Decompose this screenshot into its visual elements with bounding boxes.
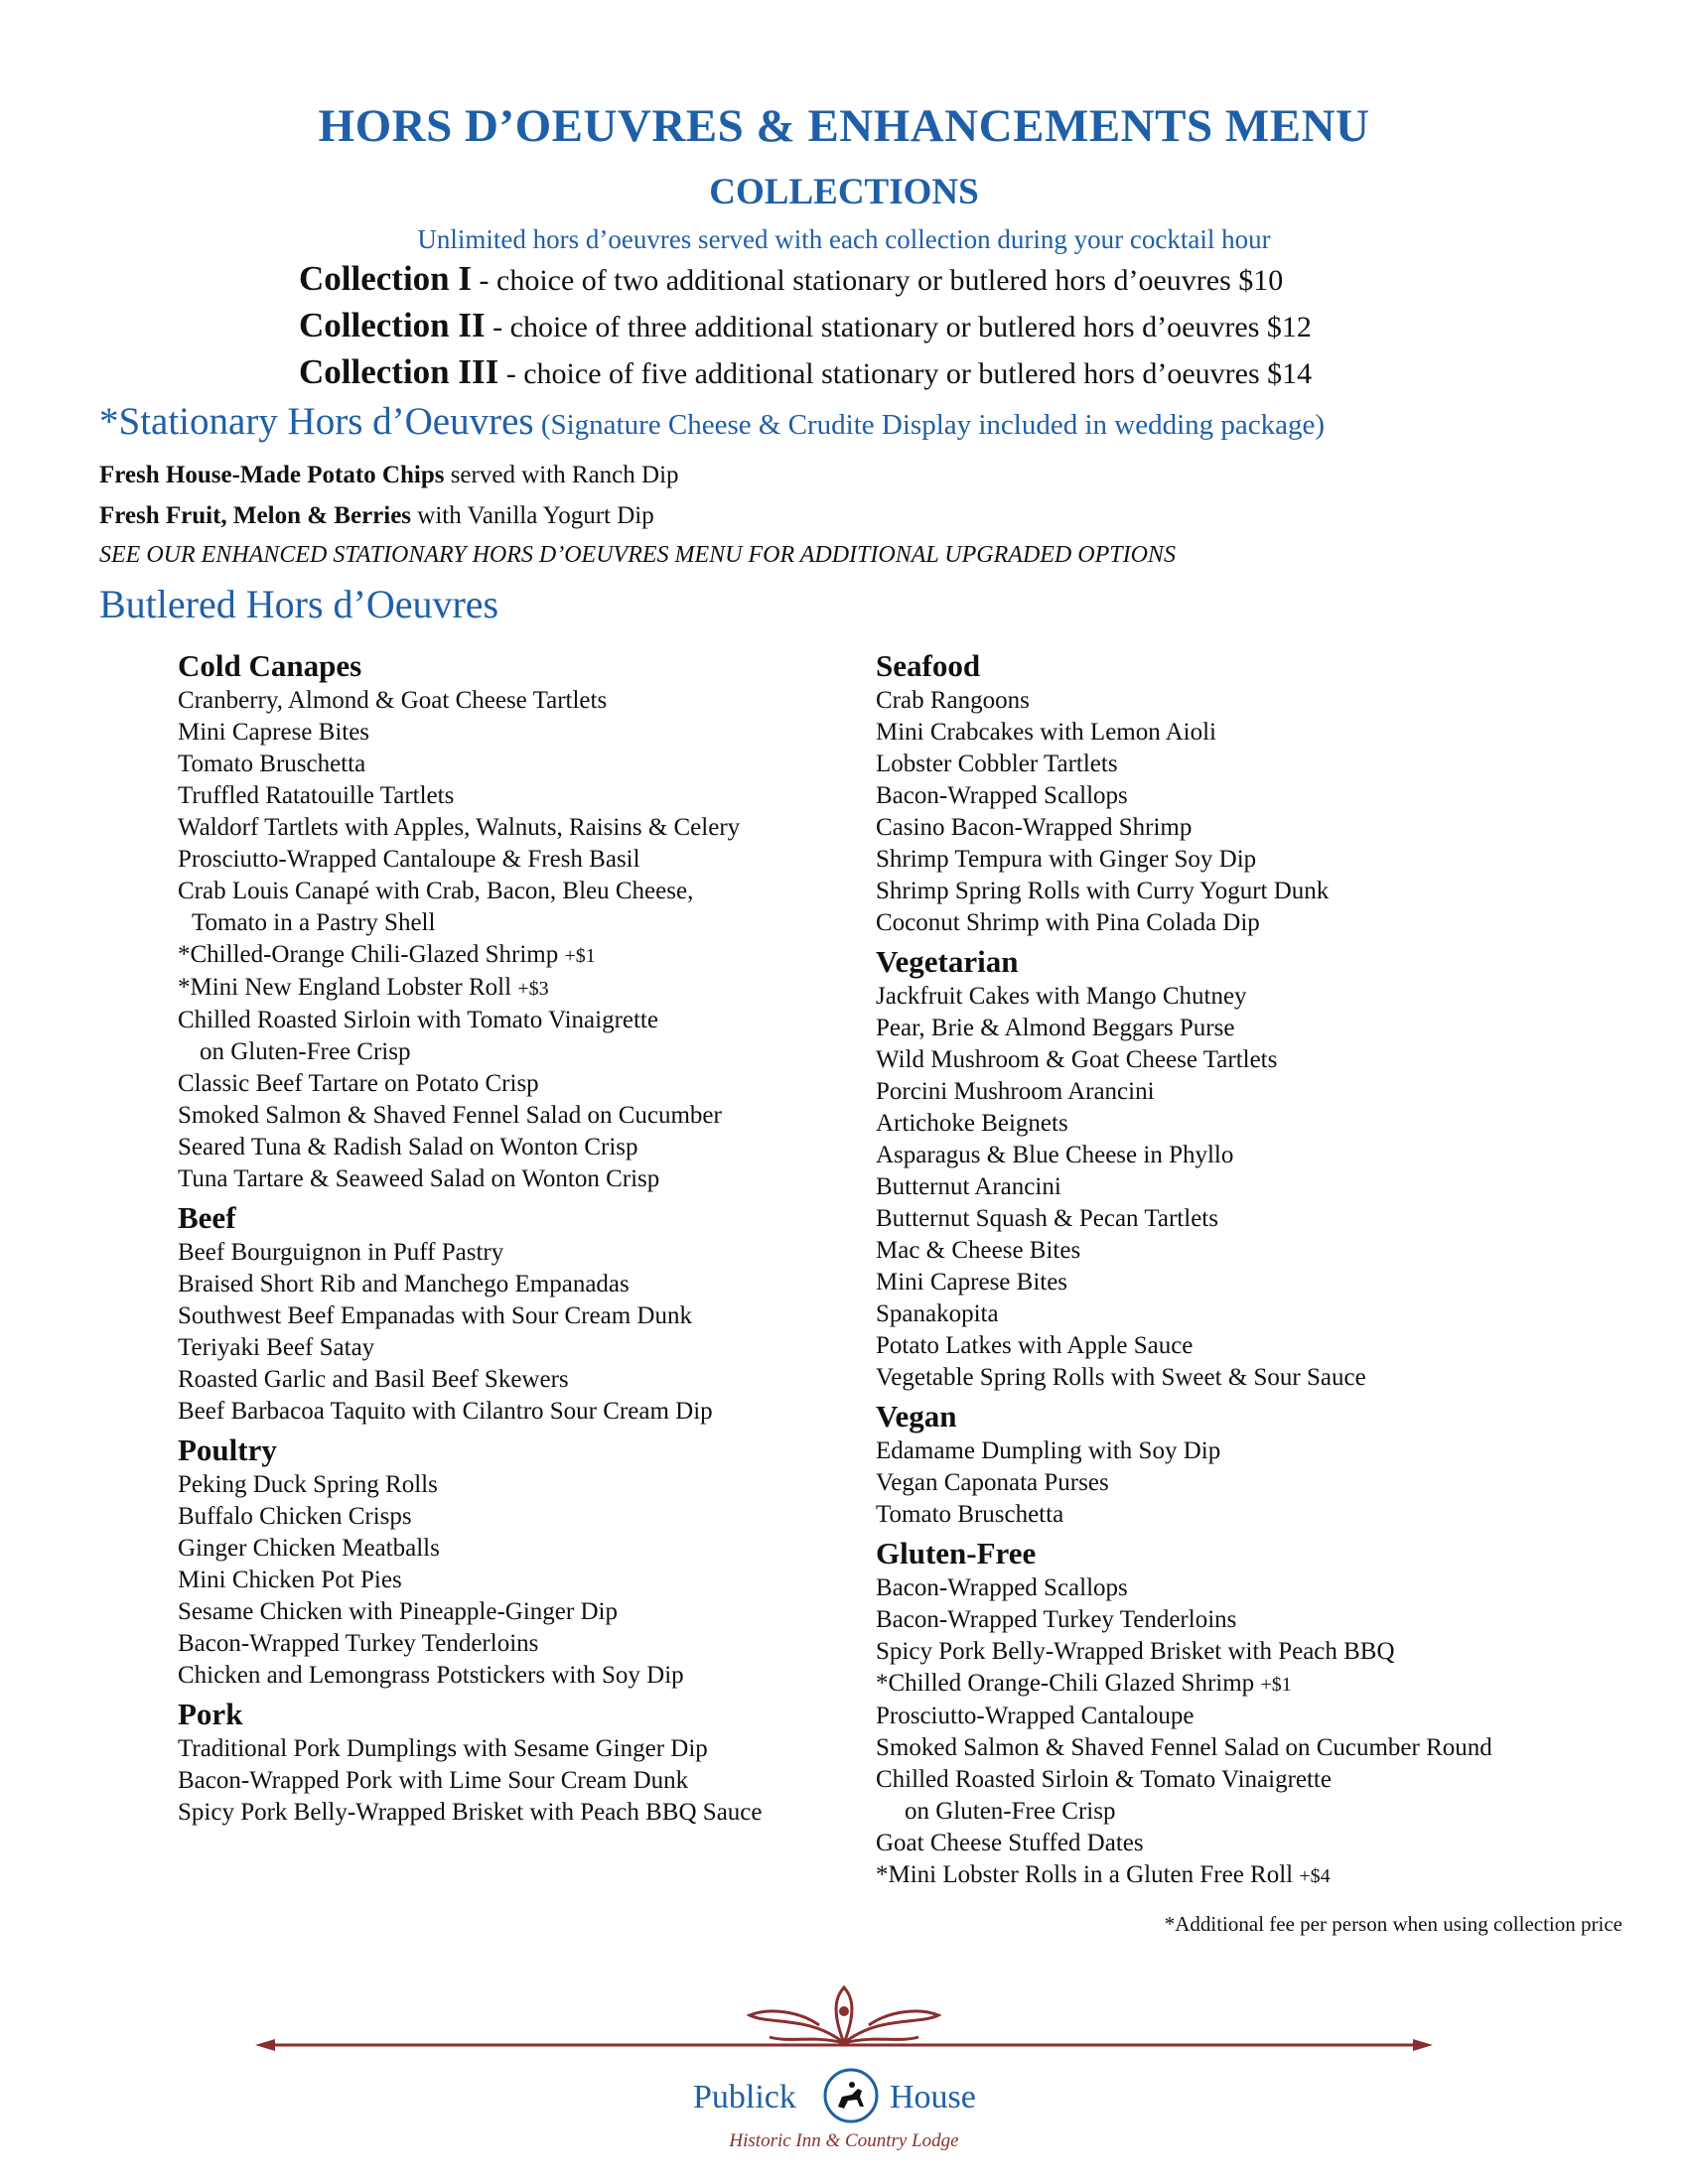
menu-item	[178, 1132, 853, 1163]
menu-item	[178, 1596, 853, 1628]
menu-item	[178, 1364, 853, 1396]
menu-item	[876, 1764, 1630, 1796]
menu-item-text: *Mini Lobster Rolls in a Gluten Free Roll	[876, 1861, 1300, 1888]
menu-item-text: Butternut Squash & Pecan Tartlets	[876, 1205, 1218, 1232]
menu-item	[876, 1604, 1630, 1636]
menu-item	[178, 1332, 853, 1364]
collections-heading: COLLECTIONS	[709, 172, 979, 212]
category-heading: Vegetarian	[876, 944, 1019, 979]
menu-item	[178, 1501, 853, 1533]
menu-item	[876, 812, 1630, 844]
menu-item-text: Truffled Ratatouille Tartlets	[178, 782, 455, 809]
menu-item	[876, 1732, 1630, 1764]
menu-item-text: Chilled Roasted Sirloin with Tomato Vinaigrette	[178, 1007, 658, 1033]
collection-name: Collection II	[299, 306, 486, 344]
menu-item-text: Mini Caprese Bites	[876, 1269, 1068, 1296]
menu-item	[876, 1499, 1630, 1531]
menu-item	[178, 1660, 853, 1692]
collection-description: - choice of two additional stationary or butlered hors d’oeuvres $10	[472, 264, 1284, 297]
menu-item-text: Ginger Chicken Meatballs	[178, 1535, 440, 1562]
menu-item	[876, 876, 1630, 907]
divider-ornament	[253, 1985, 1435, 2075]
menu-item-text: Tomato in a Pastry Shell	[192, 909, 436, 936]
menu-item-text: Seared Tuna & Radish Salad on Wonton Crisp	[178, 1134, 638, 1160]
menu-item	[876, 1203, 1630, 1235]
menu-item	[876, 1668, 1630, 1701]
menu-item-text: Pear, Brie & Almond Beggars Purse	[876, 1015, 1235, 1041]
menu-item	[876, 1076, 1630, 1108]
stationary-item	[99, 455, 1589, 495]
menu-item-text: Smoked Salmon & Shaved Fennel Salad on Cucumber	[178, 1102, 722, 1129]
logo-word-left: Publick	[693, 2079, 796, 2116]
menu-item-text: on Gluten-Free Crisp	[905, 1798, 1116, 1825]
menu-item	[178, 1628, 853, 1660]
category-heading: Pork	[178, 1697, 243, 1731]
menu-item-text: Cranberry, Almond & Goat Cheese Tartlets	[178, 687, 608, 714]
enhanced-menu-note: SEE OUR ENHANCED STATIONARY HORS D’OEUVRES MENU FOR ADDITIONAL UPGRADED OPTIONS	[99, 542, 1176, 568]
menu-item	[178, 1237, 853, 1269]
menu-item-text: *Mini New England Lobster Roll	[178, 974, 518, 1001]
collection-name: Collection III	[299, 352, 499, 391]
menu-item	[876, 780, 1630, 812]
stationary-heading	[99, 399, 1648, 444]
menu-item	[876, 1572, 1630, 1604]
menu-item-text: *Chilled Orange-Chili Glazed Shrimp	[876, 1670, 1261, 1697]
menu-item-text: Southwest Beef Empanadas with Sour Cream Dunk	[178, 1302, 692, 1329]
menu-item	[178, 1300, 853, 1332]
menu-item-text: on Gluten-Free Crisp	[200, 1038, 411, 1065]
menu-item-text: Tomato Bruschetta	[178, 751, 366, 777]
menu-item	[876, 717, 1630, 749]
menu-item-text: Teriyaki Beef Satay	[178, 1334, 375, 1361]
menu-item-text: Spanakopita	[876, 1300, 999, 1327]
menu-item-text: Traditional Pork Dumplings with Sesame Ginger Dip	[178, 1735, 708, 1762]
fee-footnote: *Additional fee per person when using collection price	[1164, 1912, 1622, 1936]
butlered-column-left	[178, 647, 853, 1829]
menu-item-text: Porcini Mushroom Arancini	[876, 1078, 1155, 1105]
menu-item	[178, 939, 853, 972]
collection-row	[299, 256, 1490, 303]
menu-item-text: Mini Crabcakes with Lemon Aioli	[876, 719, 1217, 746]
menu-item	[876, 844, 1630, 876]
menu-item	[178, 1163, 853, 1195]
menu-item-text: Butternut Arancini	[876, 1173, 1061, 1200]
collections-list	[299, 256, 1490, 396]
menu-item	[178, 844, 853, 876]
menu-item	[178, 1005, 853, 1036]
menu-item	[876, 1859, 1630, 1892]
collection-row	[299, 303, 1490, 349]
menu-item	[876, 1044, 1630, 1076]
stationary-title: *Stationary Hors d’Oeuvres	[99, 400, 534, 443]
collection-description: - choice of five additional stationary or butlered hors d’oeuvres $14	[498, 357, 1313, 390]
menu-item	[178, 1797, 853, 1829]
menu-item	[178, 1565, 853, 1596]
menu-item-text: Casino Bacon-Wrapped Shrimp	[876, 814, 1193, 841]
menu-item-text: Buffalo Chicken Crisps	[178, 1503, 412, 1530]
menu-item-text: Wild Mushroom & Goat Cheese Tartlets	[876, 1046, 1278, 1073]
menu-item-text: Chilled Roasted Sirloin & Tomato Vinaigrette	[876, 1766, 1332, 1793]
collection-row	[299, 349, 1490, 396]
menu-item	[876, 1330, 1630, 1362]
menu-item-text: Edamame Dumpling with Soy Dip	[876, 1437, 1221, 1464]
menu-item	[178, 749, 853, 780]
menu-item-text: Coconut Shrimp with Pina Colada Dip	[876, 909, 1260, 936]
butlered-column-right	[876, 647, 1630, 1892]
menu-title: HORS D’OEUVRES & ENHANCEMENTS MENU	[318, 100, 1370, 152]
menu-item-text: Shrimp Tempura with Ginger Soy Dip	[876, 846, 1257, 873]
menu-item	[876, 1701, 1630, 1732]
menu-item-text: Bacon-Wrapped Pork with Lime Sour Cream Dunk	[178, 1767, 689, 1794]
surcharge: +$1	[564, 945, 596, 967]
menu-item-text: Prosciutto-Wrapped Cantaloupe & Fresh Basil	[178, 846, 640, 873]
category-heading: Vegan	[876, 1399, 957, 1433]
menu-item-text: Beef Bourguignon in Puff Pastry	[178, 1239, 504, 1266]
surcharge: +$3	[517, 978, 549, 1000]
menu-item	[876, 1267, 1630, 1298]
menu-item	[876, 1796, 1630, 1828]
category-heading: Seafood	[876, 648, 981, 683]
menu-item-text: Spicy Pork Belly-Wrapped Brisket with Peach BBQ	[876, 1638, 1395, 1665]
menu-item	[876, 1140, 1630, 1171]
menu-item-text: Potato Latkes with Apple Sauce	[876, 1332, 1194, 1359]
surcharge: +$4	[1299, 1865, 1331, 1887]
category-heading: Gluten-Free	[876, 1536, 1037, 1570]
menu-item-text: Artichoke Beignets	[876, 1110, 1068, 1137]
horse-rider-icon	[822, 2067, 880, 2124]
menu-item-text: Braised Short Rib and Manchego Empanadas	[178, 1271, 630, 1297]
menu-item	[178, 685, 853, 717]
menu-item	[178, 717, 853, 749]
menu-item	[178, 780, 853, 812]
menu-item-text: Classic Beef Tartare on Potato Crisp	[178, 1070, 539, 1097]
stationary-item-name: Fresh House-Made Potato Chips	[99, 462, 445, 488]
menu-item-text: *Chilled-Orange Chili-Glazed Shrimp	[178, 941, 565, 968]
menu-item	[178, 876, 853, 907]
menu-item	[876, 1362, 1630, 1394]
category-heading: Poultry	[178, 1433, 277, 1467]
menu-item	[178, 907, 853, 939]
surcharge: +$1	[1260, 1674, 1292, 1696]
menu-item-text: Bacon-Wrapped Scallops	[876, 1574, 1128, 1601]
menu-item	[178, 1733, 853, 1765]
menu-item-text: Bacon-Wrapped Turkey Tenderloins	[178, 1630, 539, 1657]
logo-word-right: House	[890, 2079, 976, 2116]
menu-item-text: Tomato Bruschetta	[876, 1501, 1064, 1528]
menu-item	[876, 1636, 1630, 1668]
menu-item-text: Jackfruit Cakes with Mango Chutney	[876, 983, 1247, 1010]
stationary-item-desc: served with Ranch Dip	[444, 462, 679, 488]
menu-item-text: Asparagus & Blue Cheese in Phyllo	[876, 1142, 1234, 1168]
menu-item	[178, 972, 853, 1005]
menu-item	[876, 1108, 1630, 1140]
menu-item-text: Smoked Salmon & Shaved Fennel Salad on Cucumber Round	[876, 1734, 1492, 1761]
menu-item-text: Goat Cheese Stuffed Dates	[876, 1830, 1144, 1856]
menu-item	[876, 1235, 1630, 1267]
stationary-item-desc: with Vanilla Yogurt Dip	[411, 502, 654, 529]
publick-house-logo	[596, 2067, 1092, 2166]
collection-name: Collection I	[299, 259, 473, 298]
logo-tagline: Historic Inn & Country Lodge	[729, 2130, 959, 2151]
menu-item-text: Vegan Caponata Purses	[876, 1469, 1109, 1496]
menu-item-text: Beef Barbacoa Taquito with Cilantro Sour Cream Dip	[178, 1398, 713, 1425]
menu-item	[178, 1269, 853, 1300]
menu-item-text: Chicken and Lemongrass Potstickers with Soy Dip	[178, 1662, 684, 1689]
menu-item-text: Bacon-Wrapped Scallops	[876, 782, 1128, 809]
menu-item	[178, 812, 853, 844]
category-heading: Cold Canapes	[178, 648, 362, 683]
menu-item	[876, 1298, 1630, 1330]
menu-item	[178, 1100, 853, 1132]
menu-item-text: Peking Duck Spring Rolls	[178, 1471, 438, 1498]
collection-description: - choice of three additional stationary or butlered hors d’oeuvres $12	[485, 311, 1312, 343]
category-heading: Beef	[178, 1200, 236, 1235]
menu-item-text: Shrimp Spring Rolls with Curry Yogurt Dunk	[876, 878, 1330, 904]
menu-item-text: Crab Louis Canapé with Crab, Bacon, Bleu Cheese,	[178, 878, 694, 904]
menu-item	[876, 749, 1630, 780]
menu-item-text: Roasted Garlic and Basil Beef Skewers	[178, 1366, 569, 1393]
menu-item	[876, 1171, 1630, 1203]
menu-item	[178, 1036, 853, 1068]
menu-item-text: Prosciutto-Wrapped Cantaloupe	[876, 1703, 1195, 1729]
menu-item-text: Lobster Cobbler Tartlets	[876, 751, 1118, 777]
menu-item	[178, 1765, 853, 1797]
stationary-item	[99, 495, 1589, 536]
menu-item	[876, 1467, 1630, 1499]
stationary-item-name: Fresh Fruit, Melon & Berries	[99, 502, 412, 529]
menu-item	[876, 981, 1630, 1013]
menu-item	[178, 1068, 853, 1100]
menu-item-text: Mini Caprese Bites	[178, 719, 370, 746]
menu-item-text: Crab Rangoons	[876, 687, 1030, 714]
menu-item-text: Mac & Cheese Bites	[876, 1237, 1081, 1264]
menu-item	[876, 1828, 1630, 1859]
menu-item-text: Mini Chicken Pot Pies	[178, 1567, 402, 1593]
menu-item	[178, 1469, 853, 1501]
menu-item	[876, 1435, 1630, 1467]
menu-item-text: Spicy Pork Belly-Wrapped Brisket with Peach BBQ Sauce	[178, 1799, 763, 1826]
stationary-note: (Signature Cheese & Crudite Display included in wedding package)	[533, 409, 1326, 441]
menu-item	[178, 1533, 853, 1565]
menu-item-text: Bacon-Wrapped Turkey Tenderloins	[876, 1606, 1237, 1633]
menu-item-text: Tuna Tartare & Seaweed Salad on Wonton Crisp	[178, 1165, 660, 1192]
menu-item	[876, 907, 1630, 939]
menu-item-text: Vegetable Spring Rolls with Sweet & Sour Sauce	[876, 1364, 1366, 1391]
menu-item	[178, 1396, 853, 1428]
menu-item-text: Sesame Chicken with Pineapple-Ginger Dip	[178, 1598, 618, 1625]
menu-item	[876, 1013, 1630, 1044]
stationary-list	[99, 455, 1589, 574]
menu-item	[876, 685, 1630, 717]
menu-item-text: Waldorf Tartlets with Apples, Walnuts, Raisins & Celery	[178, 814, 741, 841]
butlered-heading: Butlered Hors d’Oeuvres	[99, 582, 499, 626]
collections-tagline: Unlimited hors d’oeuvres served with each collection during your cocktail hour	[417, 224, 1271, 254]
